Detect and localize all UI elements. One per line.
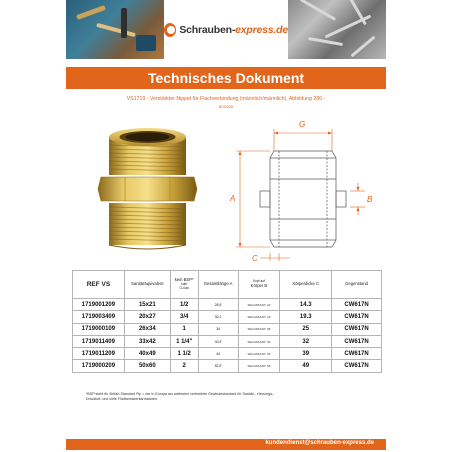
table-header-row: [73, 271, 382, 299]
cell-koerper: 14.3: [280, 299, 332, 311]
table-row: [73, 360, 382, 372]
col-header-gesamt: Gesamtlänge A: [198, 271, 238, 299]
cell-kopf: SECHSKANT. 46: [238, 335, 280, 347]
cell-sanitaer: 40x49: [124, 348, 170, 360]
cell-gesamt: 26,5: [198, 299, 238, 311]
cell-ref: 1719001209: [73, 299, 125, 311]
cell-gesamt: 52,5: [198, 360, 238, 372]
cell-gegen: CW617N: [332, 311, 382, 323]
cell-bsp: 1/2: [170, 299, 198, 311]
table-row: [73, 335, 382, 347]
cell-gegen: CW617N: [332, 348, 382, 360]
cell-koerper: 19.3: [280, 311, 332, 323]
dimension-label-a: A: [230, 194, 236, 203]
dimension-label-c: C: [252, 254, 258, 263]
cell-bsp: 2: [170, 360, 198, 372]
cell-koerper: 25: [280, 323, 332, 335]
logo-text: Schrauben-express.de: [179, 23, 288, 36]
col-header-bsp: kein BSP* oder G-Gas: [170, 271, 198, 299]
cell-gegen: CW617N: [332, 299, 382, 311]
cell-sanitaer: 33x42: [124, 335, 170, 347]
footer-bar: [66, 439, 386, 450]
table-row: [73, 299, 382, 311]
footnote: *BSP steht für British Standard Pip = der in Europa am weitesten verbreitete Gewindestandard für Sanitär-, Heizungs-, Druckluft- und viele Flüdtrerstwerkarmaturen.: [86, 392, 275, 402]
col-header-ref: REF VS: [73, 271, 125, 299]
cell-bsp: 1 1/2: [170, 348, 198, 360]
cell-gesamt: 44: [198, 348, 238, 360]
specification-table: [72, 270, 382, 373]
cell-sanitaer: 20x27: [124, 311, 170, 323]
cell-kopf: SECHSKANT. 29: [238, 311, 280, 323]
cell-ref: 1719011209: [73, 348, 125, 360]
col-header-gegen: Gegenstand: [332, 271, 382, 299]
cell-ref: 1719003409: [73, 311, 125, 323]
col-header-kopf: Kopf auf Körper B: [238, 271, 280, 299]
cell-kopf: SECHSKANT. 54: [238, 348, 280, 360]
table-row: [73, 348, 382, 360]
cell-bsp: 1 1/4": [170, 335, 198, 347]
cell-sanitaer: 26x34: [124, 323, 170, 335]
cell-kopf: SECHSKANT. 65: [238, 360, 280, 372]
cell-gesamt: 40,5: [198, 335, 238, 347]
cell-bsp: 1: [170, 323, 198, 335]
cell-sanitaer: 15x21: [124, 299, 170, 311]
cell-koerper: 49: [280, 360, 332, 372]
cell-koerper: 32: [280, 335, 332, 347]
footer-email-link[interactable]: kundendienst@schrauben-express.de: [265, 440, 374, 446]
document-title-bar: [66, 67, 386, 89]
cell-kopf: SECHSKANT. 22: [238, 299, 280, 311]
brass-nipple-photo: [95, 125, 200, 255]
document-title: Technisches Dokument: [147, 70, 305, 86]
table-row: [73, 311, 382, 323]
technical-drawing: [200, 113, 390, 263]
cell-kopf: SECHSKANT. 36: [238, 323, 280, 335]
cell-koerper: 39: [280, 348, 332, 360]
dimension-label-b: B: [367, 195, 373, 204]
cell-ref: 1719011409: [73, 335, 125, 347]
col-header-sanitaer: Sanitäräquivalent: [124, 271, 170, 299]
cell-gegen: CW617N: [332, 360, 382, 372]
cell-gegen: CW617N: [332, 335, 382, 347]
cell-gesamt: 30.2: [198, 311, 238, 323]
header-banner: [66, 0, 386, 59]
cell-ref: 1719000209: [73, 360, 125, 372]
cell-sanitaer: 50x60: [124, 360, 170, 372]
tools-photo: [66, 0, 164, 59]
dimension-label-g: G: [299, 120, 306, 129]
product-code: BCD228: [218, 105, 234, 109]
cell-bsp: 3/4: [170, 311, 198, 323]
brand-logo[interactable]: [164, 0, 288, 59]
cell-ref: 1719000109: [73, 323, 125, 335]
cell-gesamt: 34: [198, 323, 238, 335]
screws-photo: [288, 0, 386, 59]
table-row: [73, 323, 382, 335]
product-subtitle: VS1719 - Verstärkter Nippel für Flachverbindung (männlich/männlich), Abbildung 280 -: [126, 96, 326, 102]
logo-icon: [164, 23, 176, 37]
cell-gegen: CW617N: [332, 323, 382, 335]
col-header-koerper: Körperdicke C: [280, 271, 332, 299]
